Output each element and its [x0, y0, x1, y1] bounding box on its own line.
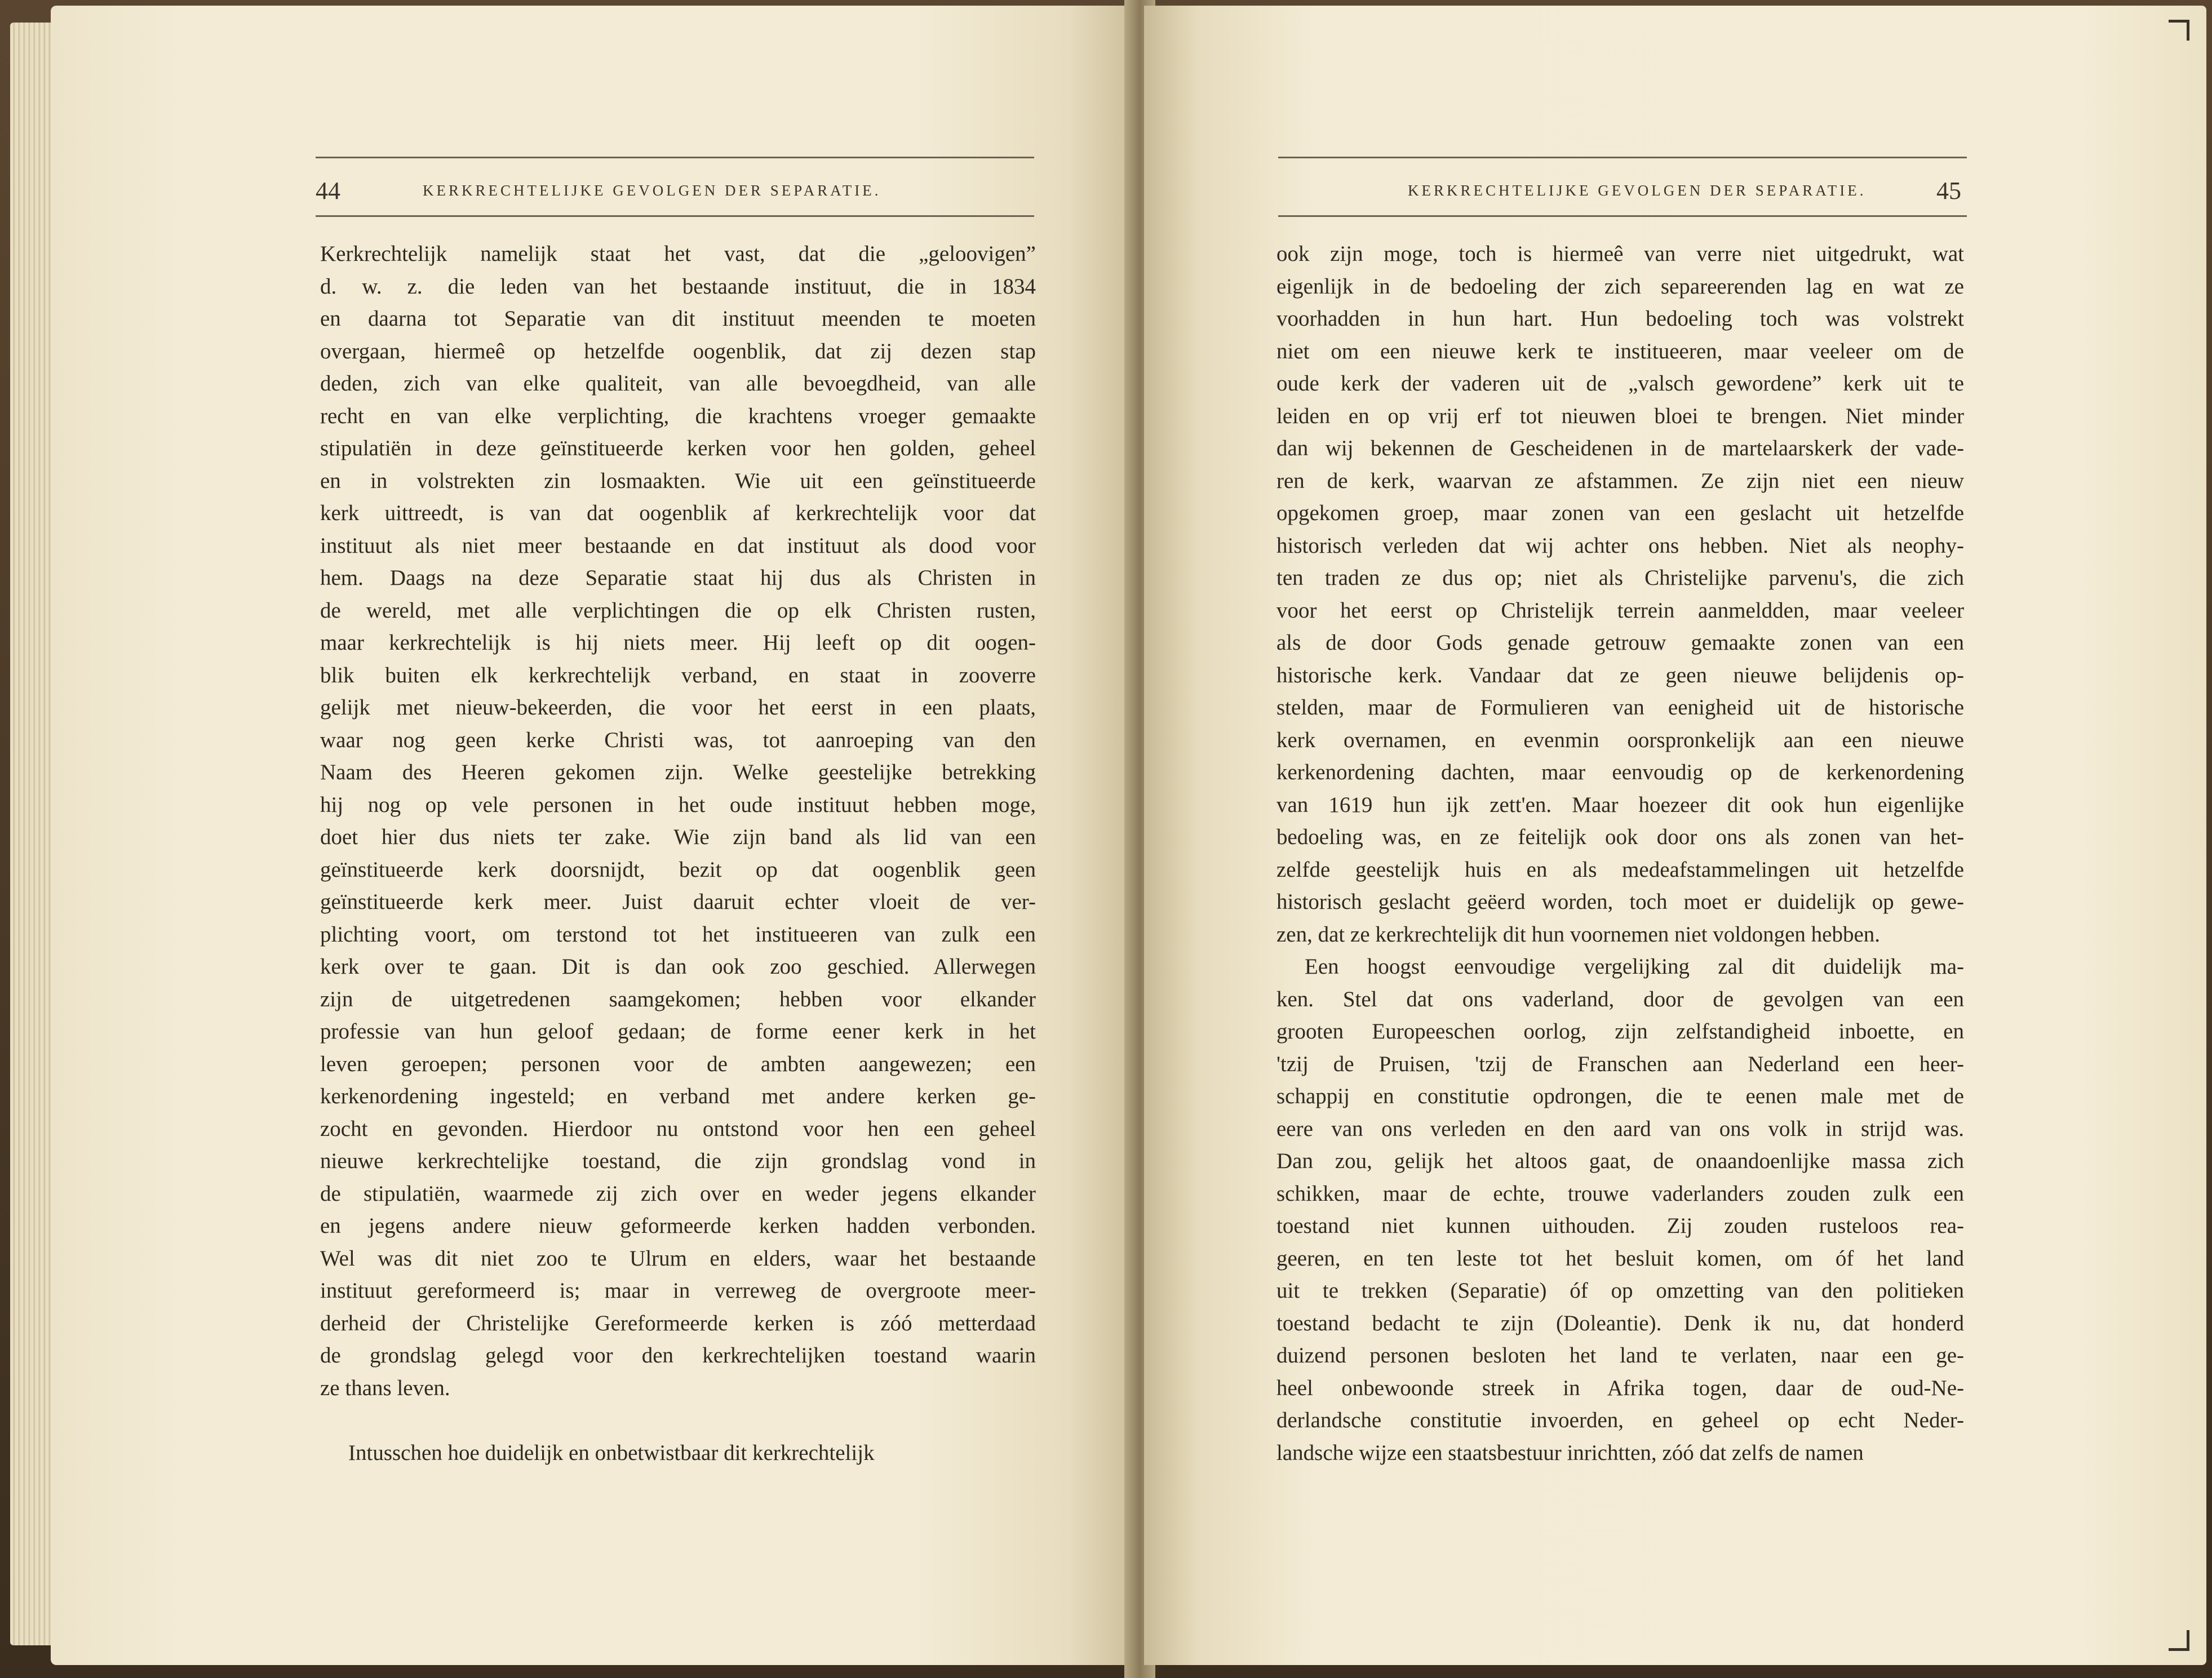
page-number: 45 [1936, 177, 1961, 205]
left-body-text [320, 238, 1036, 1469]
left-header [316, 176, 1034, 205]
right-body-text [1276, 238, 1964, 1469]
text-line: landsche wijze een staatsbestuur inrichtten, zóó dat zelfs de namen [1276, 1440, 1864, 1465]
text-line: eigenlijk in de bedoeling der zich separeerenden lag en wat ze [1276, 274, 1964, 299]
text-line: opgekomen groep, maar zonen van een geslacht uit hetzelfde [1276, 501, 1964, 525]
text-line: de grondslag gelegd voor den kerkrechtelijken toestand waarin [320, 1343, 1036, 1368]
text-line: plichting voort, om terstond tot het institueeren van zulk een [320, 922, 1036, 947]
text-line: ken. Stel dat ons vaderland, door de gevolgen van een [1276, 987, 1964, 1011]
text-line: de wereld, met alle verplichtingen die op elk Christen rusten, [320, 598, 1036, 623]
text-line: ten traden ze dus op; niet als Christelijke parvenu's, die zich [1276, 566, 1964, 590]
text-line: ook zijn moge, toch is hiermeê van verre niet uitgedrukt, wat [1276, 242, 1964, 266]
text-line: deden, zich van elke qualiteit, van alle bevoegdheid, van alle [320, 371, 1036, 396]
text-line: heel onbewoonde streek in Afrika togen, daar de oud-Ne- [1276, 1375, 1964, 1400]
text-line: schikken, maar de echte, trouwe vaderlanders zouden zulk een [1276, 1181, 1964, 1206]
header-rule [316, 215, 1034, 217]
text-line: als de door Gods genade getrouw gemaakte zonen van een [1276, 631, 1964, 655]
text-line: doet hier dus niets ter zake. Wie zijn band als lid van een [320, 825, 1036, 849]
text-line: leven geroepen; personen voor de ambten aangewezen; een [320, 1051, 1036, 1076]
text-line: geïnstitueerde kerk meer. Juist daaruit echter vloeit de ver- [320, 890, 1036, 914]
text-line: schappij en constitutie opdrongen, die te eenen male met de [1276, 1084, 1964, 1108]
text-line: blik buiten elk kerkrechtelijk verband, en staat in zooverre [320, 663, 1036, 687]
text-line: de stipulatiën, waarmede zij zich over en weder jegens elkander [320, 1181, 1036, 1206]
text-line: van 1619 hun ijk zett'en. Maar hoezeer dit ook hun eigenlijke [1276, 792, 1964, 817]
text-line: uit te trekken (Separatie) óf op omzetting van den politieken [1276, 1279, 1964, 1303]
text-line: ze thans leven. [320, 1375, 450, 1400]
text-line: nieuwe kerkrechtelijke toestand, die zijn grondslag vond in [320, 1149, 1036, 1173]
text-line: zijn de uitgetredenen saamgekomen; hebben voor elkander [320, 987, 1036, 1011]
text-line: Intusschen hoe duidelijk en onbetwistbaar dit kerkrechtelijk [348, 1440, 875, 1465]
text-line: overgaan, hiermeê op hetzelfde oogenblik, dat zij dezen stap [320, 339, 1036, 363]
text-line: toestand niet kunnen uithouden. Zij zouden rusteloos rea- [1276, 1214, 1964, 1238]
text-line: en daarna tot Separatie van dit instituut meenden te moeten [320, 307, 1036, 331]
text-line: 'tzij de Pruisen, 'tzij de Franschen aan Nederland een heer- [1276, 1051, 1964, 1076]
paragraph-gap [320, 1404, 1036, 1437]
right-page [1144, 6, 2206, 1665]
text-line: zocht en gevonden. Hierdoor nu ontstond voor hen een geheel [320, 1116, 1036, 1141]
text-line: Naam des Heeren gekomen zijn. Welke geestelijke betrekking [320, 760, 1036, 784]
running-head: KERKRECHTELIJKE GEVOLGEN DER SEPARATIE. [1408, 182, 1867, 199]
left-page [51, 6, 1133, 1665]
text-line: historisch geslacht geëerd worden, toch moet er duidelijk op gewe- [1276, 890, 1964, 914]
text-line: zelfde geestelijk huis en als medeafstammelingen uit hetzelfde [1276, 857, 1964, 882]
text-line: eere van ons verleden en den aard van ons volk in strijd was. [1276, 1116, 1964, 1141]
corner-mark-bottom [2169, 1630, 2189, 1651]
text-line: derlandsche constitutie invoerden, en geheel op echt Neder- [1276, 1408, 1964, 1432]
text-line: historisch verleden dat wij achter ons hebben. Niet als neophy- [1276, 533, 1964, 558]
text-line: historische kerk. Vandaar dat ze geen nieuwe belijdenis op- [1276, 663, 1964, 687]
text-line: duizend personen besloten het land te verlaten, naar een ge- [1276, 1343, 1964, 1368]
text-line: kerk uittreedt, is van dat oogenblik af kerkrechtelijk voor dat [320, 501, 1036, 525]
text-line: instituut als niet meer bestaande en dat instituut als dood voor [320, 533, 1036, 558]
page-number: 44 [316, 177, 340, 205]
text-line: recht en van elke verplichting, die krachtens vroeger gemaakte [320, 403, 1036, 428]
text-line: kerk overnamen, en evenmin oorspronkelijk aan een nieuwe [1276, 727, 1964, 752]
text-line: grooten Europeeschen oorlog, zijn zelfstandigheid inboette, en [1276, 1019, 1964, 1044]
text-line: d. w. z. die leden van het bestaande instituut, die in 1834 [320, 274, 1036, 299]
running-head: KERKRECHTELIJKE GEVOLGEN DER SEPARATIE. [423, 182, 881, 199]
text-line: Wel was dit niet zoo te Ulrum en elders, waar het bestaande [320, 1246, 1036, 1271]
top-rule [1278, 157, 1967, 158]
text-line: voor het eerst op Christelijk terrein aanmeldden, maar veeleer [1276, 598, 1964, 623]
text-line: kerkenordening ingesteld; en verband met andere kerken ge- [320, 1084, 1036, 1108]
text-line: stipulatiën in deze geïnstitueerde kerken voor hen golden, geheel [320, 436, 1036, 460]
text-line: en in volstrekten zin losmaakten. Wie uit een geïnstitueerde [320, 468, 1036, 493]
text-line: derheid der Christelijke Gereformeerde kerken is zóó metterdaad [320, 1311, 1036, 1335]
corner-mark-top [2169, 20, 2189, 41]
text-line: Dan zou, gelijk het altoos gaat, de onaandoenlijke massa zich [1276, 1149, 1964, 1173]
text-line: voorhadden in hun hart. Hun bedoeling toch was volstrekt [1276, 307, 1964, 331]
text-line: kerkenordening dachten, maar eenvoudig op de kerkenordening [1276, 760, 1964, 784]
text-line: hem. Daags na deze Separatie staat hij dus als Christen in [320, 566, 1036, 590]
text-line: gelijk met nieuw-bekeerden, die voor het eerst in een plaats, [320, 695, 1036, 720]
text-line: professie van hun geloof gedaan; de forme eener kerk in het [320, 1019, 1036, 1044]
text-line: geïnstitueerde kerk doorsnijdt, bezit op dat oogenblik geen [320, 857, 1036, 882]
text-line: geeren, en ten leste tot het besluit komen, om óf het land [1276, 1246, 1964, 1271]
text-line: niet om een nieuwe kerk te institueeren, maar veeleer om de [1276, 339, 1964, 363]
text-line: oude kerk der vaderen uit de „valsch gewordene” kerk uit te [1276, 371, 1964, 396]
top-rule [316, 157, 1034, 158]
header-rule [1278, 215, 1967, 217]
text-line: toestand bedacht te zijn (Doleantie). Denk ik nu, dat honderd [1276, 1311, 1964, 1335]
text-line: dan wij bekennen de Gescheidenen in de martelaarskerk der vade- [1276, 436, 1964, 460]
text-line: Een hoogst eenvoudige vergelijking zal dit duidelijk ma- [1305, 955, 1964, 979]
text-line: zen, dat ze kerkrechtelijk dit hun voornemen niet voldongen hebben. [1276, 922, 1881, 947]
right-header [1278, 176, 1967, 205]
text-line: Kerkrechtelijk namelijk staat het vast, dat die „geloovigen” [320, 242, 1036, 266]
text-line: maar kerkrechtelijk is hij niets meer. Hij leeft op dit oogen- [320, 631, 1036, 655]
text-line: stelden, maar de Formulieren van eenigheid uit de historische [1276, 695, 1964, 720]
text-line: kerk over te gaan. Dit is dan ook zoo geschied. Allerwegen [320, 955, 1036, 979]
text-line: waar nog geen kerke Christi was, tot aanroeping van den [320, 727, 1036, 752]
text-line: leiden en op vrij erf tot nieuwen bloei te brengen. Niet minder [1276, 403, 1964, 428]
text-line: hij nog op vele personen in het oude instituut hebben moge, [320, 792, 1036, 817]
text-line: instituut gereformeerd is; maar in verreweg de overgroote meer- [320, 1279, 1036, 1303]
text-line: bedoeling was, en ze feitelijk ook door ons als zonen van het- [1276, 825, 1964, 849]
text-line: en jegens andere nieuw geformeerde kerken hadden verbonden. [320, 1214, 1036, 1238]
text-line: ren de kerk, waarvan ze afstammen. Ze zijn niet een nieuw [1276, 468, 1964, 493]
